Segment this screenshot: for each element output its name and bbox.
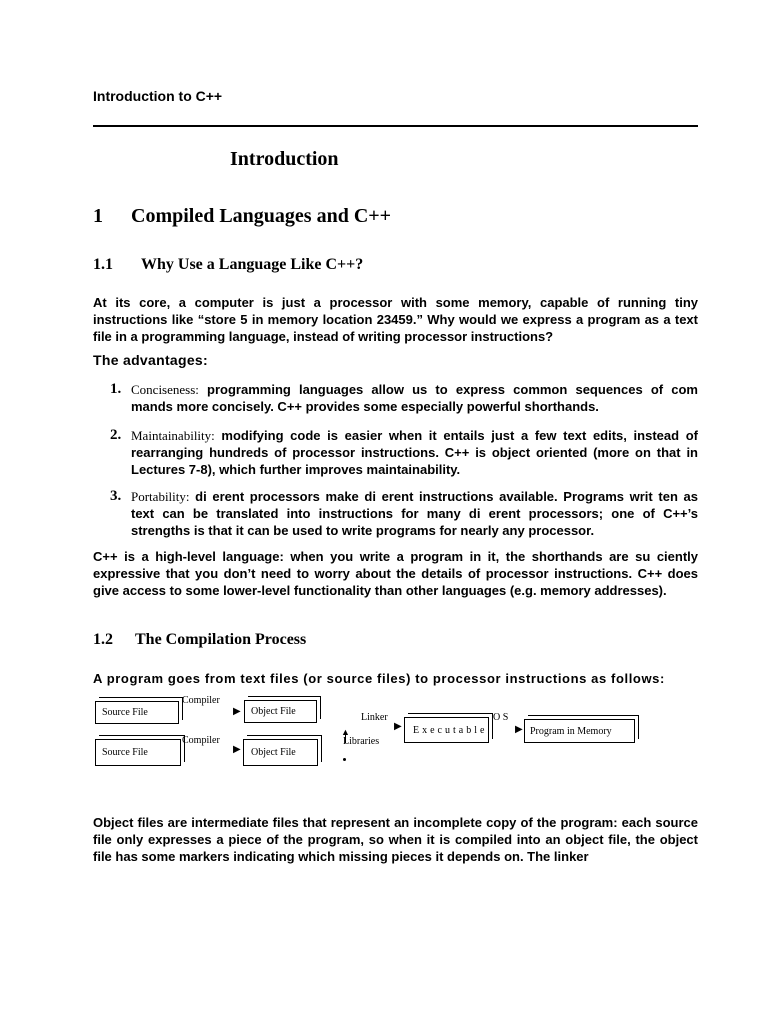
subsection-number: 1.2 bbox=[93, 631, 113, 648]
item-number: 2. bbox=[110, 427, 122, 443]
arrow-icon: ▶ bbox=[515, 724, 523, 735]
libraries-label: Libraries bbox=[343, 736, 380, 747]
section-heading-1 bbox=[93, 205, 391, 228]
advantage-item bbox=[110, 488, 698, 539]
high-level-paragraph: C++ is a high-level language: when you write a program in it, the shorthands are su ciently expressive that you don’t need to worry about the details of processor instructions. C++ does give access to some lower-level functionality than other languages (e.g. memory addresses). bbox=[93, 549, 698, 598]
object-file-box: Object File bbox=[244, 700, 317, 723]
object-files-paragraph: Object files are intermediate files that represent an incomplete copy of the program: each source file only expresses a piece of the program, so when it is compiled into an object file, the object file has some markers indicating which missing pieces it depends on. The linker bbox=[93, 815, 698, 864]
compiler-label: Compiler bbox=[182, 695, 220, 706]
subsection-title: The Compilation Process bbox=[135, 631, 307, 648]
running-header: Introduction to C++ bbox=[93, 88, 223, 104]
item-text: di erent processors make di erent instructions available. Programs writ ten as text can be translated into instructions for many di erent processors; one of C++’s strengths is that it can be used to write programs for nearly any processor. bbox=[131, 489, 698, 538]
item-text: modifying code is easier when it entails just a few text edits, instead of rearranging hundreds of processor instructions. C++ is object oriented (more on that in Lectures 7-8), which further improves maintainability. bbox=[131, 428, 698, 477]
advantage-item bbox=[110, 427, 698, 478]
arrow-icon: ▶ bbox=[233, 706, 241, 717]
item-number: 3. bbox=[110, 488, 122, 504]
program-paragraph: A program goes from text files (or source files) to processor instructions as follows: bbox=[93, 671, 665, 686]
item-number: 1. bbox=[110, 381, 122, 397]
program-in-memory-box: Program in Memory bbox=[524, 719, 635, 743]
executable-box: Executable bbox=[404, 717, 489, 743]
subsection-heading-1-1 bbox=[93, 256, 363, 274]
section-number: 1 bbox=[93, 205, 103, 227]
dot-marker bbox=[343, 758, 346, 761]
source-file-box: Source File bbox=[95, 739, 181, 766]
item-text: programming languages allow us to express common sequences of com mands more concisely. C++ provides some especially powerful shorthands. bbox=[131, 382, 698, 414]
item-term: Portability: bbox=[131, 489, 190, 504]
source-file-box: Source File bbox=[95, 701, 179, 724]
arrow-icon: ▶ bbox=[233, 744, 241, 755]
subsection-title: Why Use a Language Like C++? bbox=[141, 256, 364, 273]
up-arrow-icon: ▲ bbox=[341, 727, 350, 737]
arrow-icon: ▶ bbox=[394, 721, 402, 732]
compiler-label: Compiler bbox=[182, 735, 220, 746]
item-term: Conciseness: bbox=[131, 382, 199, 397]
linker-label: Linker bbox=[361, 712, 388, 723]
advantage-item bbox=[110, 381, 698, 415]
advantages-label: The advantages: bbox=[93, 352, 208, 368]
os-label: O S bbox=[493, 712, 509, 723]
section-title: Compiled Languages and C++ bbox=[131, 205, 392, 227]
item-term: Maintainability: bbox=[131, 428, 215, 443]
document-title: Introduction bbox=[230, 148, 339, 170]
object-file-box: Object File bbox=[243, 739, 318, 766]
intro-paragraph: At its core, a computer is just a processor with some memory, capable of running tiny instructions like “store 5 in memory location 23459.” Why would we express a program as a text file in a programming language, instead of writing processor instructions? bbox=[93, 295, 698, 344]
header-rule bbox=[93, 125, 698, 127]
subsection-number: 1.1 bbox=[93, 256, 113, 273]
subsection-heading-1-2 bbox=[93, 631, 306, 649]
